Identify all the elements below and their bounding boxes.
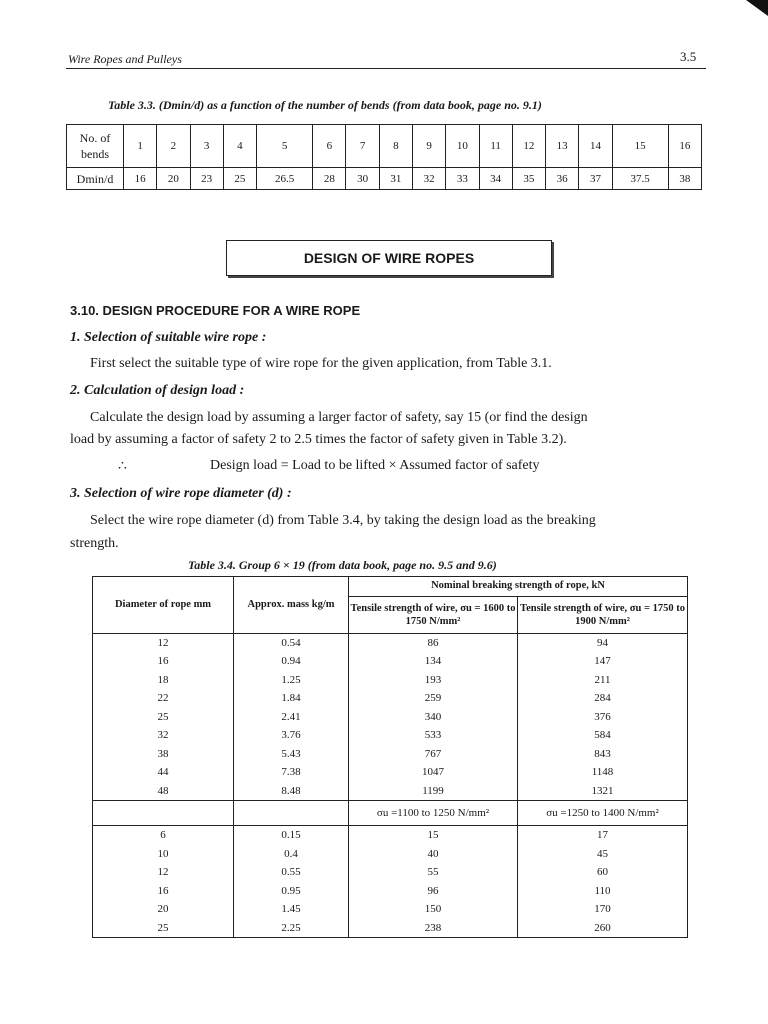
dmin-ratio-cell: 23 — [190, 168, 223, 190]
dmin-ratio-cell: 38 — [668, 168, 701, 190]
bend-count-cell: 1 — [124, 125, 157, 168]
table-row — [93, 633, 688, 652]
table-row — [93, 919, 688, 938]
table-cell: 55 — [349, 863, 518, 882]
table-cell: 340 — [349, 708, 518, 727]
table-cell: 0.4 — [234, 845, 349, 864]
bend-count-cell: 9 — [412, 125, 445, 168]
table-row — [93, 671, 688, 690]
table-cell: 44 — [93, 763, 234, 782]
dmin-ratio-cell: 25 — [223, 168, 256, 190]
table-cell: 6 — [93, 826, 234, 845]
step-3-text-line2: strength. — [70, 536, 119, 551]
table-cell: 260 — [518, 919, 688, 938]
dmin-ratio-cell: 37.5 — [612, 168, 668, 190]
table-cell: 0.15 — [234, 826, 349, 845]
dmin-ratio-cell: 16 — [124, 168, 157, 190]
bend-count-cell: 8 — [379, 125, 412, 168]
table-row — [67, 168, 702, 190]
table-row — [93, 900, 688, 919]
table-cell: 94 — [518, 633, 688, 652]
table-cell: 767 — [349, 745, 518, 764]
col-group-header: Nominal breaking strength of rope, kN — [349, 577, 688, 597]
table-cell: 2.25 — [234, 919, 349, 938]
table-cell: 0.94 — [234, 652, 349, 671]
table-cell: 16 — [93, 882, 234, 901]
bend-count-cell: 13 — [546, 125, 579, 168]
dmin-ratio-cell: 34 — [479, 168, 512, 190]
table-cell: 147 — [518, 652, 688, 671]
table-row — [93, 652, 688, 671]
table-cell: 17 — [518, 826, 688, 845]
step-3-heading: 3. Selection of wire rope diameter (d) : — [70, 486, 292, 501]
bend-count-cell: 10 — [446, 125, 479, 168]
table-cell: 211 — [518, 671, 688, 690]
dmin-ratio-cell: 30 — [346, 168, 379, 190]
table-row — [93, 745, 688, 764]
dmin-ratio-cell: 33 — [446, 168, 479, 190]
table-cell: 12 — [93, 863, 234, 882]
table-cell: 284 — [518, 689, 688, 708]
table-row — [93, 845, 688, 864]
table-cell: 25 — [93, 708, 234, 727]
col-ts1-header: Tensile strength of wire, σu = 1600 to 1750 N/mm² — [349, 596, 518, 633]
table-cell: 1.84 — [234, 689, 349, 708]
bend-count-cell: 15 — [612, 125, 668, 168]
table-row — [93, 826, 688, 845]
table-header-row — [93, 577, 688, 597]
table-cell: 150 — [349, 900, 518, 919]
dmin-ratio-cell: 37 — [579, 168, 612, 190]
header-rule — [66, 68, 706, 69]
mid-ts1-header: σu =1100 to 1250 N/mm² — [349, 801, 518, 826]
table-cell: 22 — [93, 689, 234, 708]
table-cell: 0.55 — [234, 863, 349, 882]
dmin-ratio-cell: 28 — [313, 168, 346, 190]
table-cell: 1148 — [518, 763, 688, 782]
table-cell: 1.45 — [234, 900, 349, 919]
therefore-symbol: ∴ — [118, 459, 127, 474]
table-cell: 1047 — [349, 763, 518, 782]
table-row — [93, 782, 688, 801]
bend-count-cell: 6 — [313, 125, 346, 168]
bend-count-cell: 5 — [257, 125, 313, 168]
col-diameter-header: Diameter of rope mm — [93, 577, 234, 634]
table-cell: 18 — [93, 671, 234, 690]
mid-ts2-header: σu =1250 to 1400 N/mm² — [518, 801, 688, 826]
bends-label: No. of bends — [67, 125, 124, 168]
table-cell: 48 — [93, 782, 234, 801]
step-1-text: First select the suitable type of wire rope for the given application, from Table 3.1. — [90, 356, 552, 371]
table-cell: 40 — [349, 845, 518, 864]
bend-count-cell: 2 — [157, 125, 190, 168]
table-cell: 10 — [93, 845, 234, 864]
table-cell: 45 — [518, 845, 688, 864]
table-cell: 60 — [518, 863, 688, 882]
table-cell: 5.43 — [234, 745, 349, 764]
table-cell: 376 — [518, 708, 688, 727]
table-cell: 843 — [518, 745, 688, 764]
page-number: 3.5 — [680, 49, 697, 64]
table-row — [67, 125, 702, 168]
table-3-4 — [92, 576, 688, 938]
bend-count-cell: 4 — [223, 125, 256, 168]
table-cell: 2.41 — [234, 708, 349, 727]
table-cell: 32 — [93, 726, 234, 745]
table-cell: 584 — [518, 726, 688, 745]
dmin-ratio-cell: 35 — [512, 168, 545, 190]
design-load-formula: Design load = Load to be lifted × Assumed factor of safety — [210, 458, 540, 473]
bend-count-cell: 11 — [479, 125, 512, 168]
dmin-ratio-cell: 36 — [546, 168, 579, 190]
bend-count-cell: 16 — [668, 125, 701, 168]
table-cell: 1199 — [349, 782, 518, 801]
dmin-ratio-cell: 20 — [157, 168, 190, 190]
table-cell: 8.48 — [234, 782, 349, 801]
table-3-3-caption: Table 3.3. (Dmin/d) as a function of the number of bends (from data book, page no. 9.1) — [108, 98, 542, 112]
table-cell: 110 — [518, 882, 688, 901]
bend-count-cell: 3 — [190, 125, 223, 168]
table-row — [93, 689, 688, 708]
dmin-ratio-cell: 32 — [412, 168, 445, 190]
table-cell: 259 — [349, 689, 518, 708]
table-row — [93, 882, 688, 901]
table-cell: 86 — [349, 633, 518, 652]
table-cell: 25 — [93, 919, 234, 938]
table-cell — [93, 801, 234, 826]
table-row — [93, 863, 688, 882]
table-cell: 0.95 — [234, 882, 349, 901]
table-cell: 16 — [93, 652, 234, 671]
table-cell: 20 — [93, 900, 234, 919]
table-cell: 533 — [349, 726, 518, 745]
step-2-text-line2: load by assuming a factor of safety 2 to 2.5 times the factor of safety given in Table 3.2). — [70, 432, 567, 447]
dmin-ratio-cell: 31 — [379, 168, 412, 190]
bend-count-cell: 7 — [346, 125, 379, 168]
step-2-text-line1: Calculate the design load by assuming a larger factor of safety, say 15 (or find the design — [90, 410, 588, 425]
table-subheader-row — [93, 801, 688, 826]
corner-mark — [746, 0, 768, 16]
section-banner: DESIGN OF WIRE ROPES — [226, 240, 552, 276]
table-cell: 1.25 — [234, 671, 349, 690]
table-row — [93, 763, 688, 782]
bend-count-cell: 12 — [512, 125, 545, 168]
table-3-3 — [66, 124, 702, 190]
table-cell — [234, 801, 349, 826]
step-2-heading: 2. Calculation of design load : — [70, 383, 245, 398]
step-3-text-line1: Select the wire rope diameter (d) from Table 3.4, by taking the design load as the breaking — [90, 513, 596, 528]
table-cell: 7.38 — [234, 763, 349, 782]
section-heading: 3.10. DESIGN PROCEDURE FOR A WIRE ROPE — [70, 303, 361, 318]
table-cell: 12 — [93, 633, 234, 652]
table-3-4-caption: Table 3.4. Group 6 × 19 (from data book, page no. 9.5 and 9.6) — [188, 558, 497, 572]
table-cell: 15 — [349, 826, 518, 845]
col-mass-header: Approx. mass kg/m — [234, 577, 349, 634]
table-cell: 96 — [349, 882, 518, 901]
table-cell: 38 — [93, 745, 234, 764]
table-cell: 170 — [518, 900, 688, 919]
step-1-heading: 1. Selection of suitable wire rope : — [70, 330, 267, 345]
table-cell: 134 — [349, 652, 518, 671]
dmin-ratio-cell: 26.5 — [257, 168, 313, 190]
table-cell: 193 — [349, 671, 518, 690]
col-ts2-header: Tensile strength of wire, σu = 1750 to 1900 N/mm² — [518, 596, 688, 633]
table-row — [93, 708, 688, 727]
table-cell: 1321 — [518, 782, 688, 801]
running-head: Wire Ropes and Pulleys — [68, 52, 182, 66]
dmin-label: Dmin/d — [67, 168, 124, 190]
bend-count-cell: 14 — [579, 125, 612, 168]
table-cell: 3.76 — [234, 726, 349, 745]
table-row — [93, 726, 688, 745]
table-cell: 238 — [349, 919, 518, 938]
table-cell: 0.54 — [234, 633, 349, 652]
